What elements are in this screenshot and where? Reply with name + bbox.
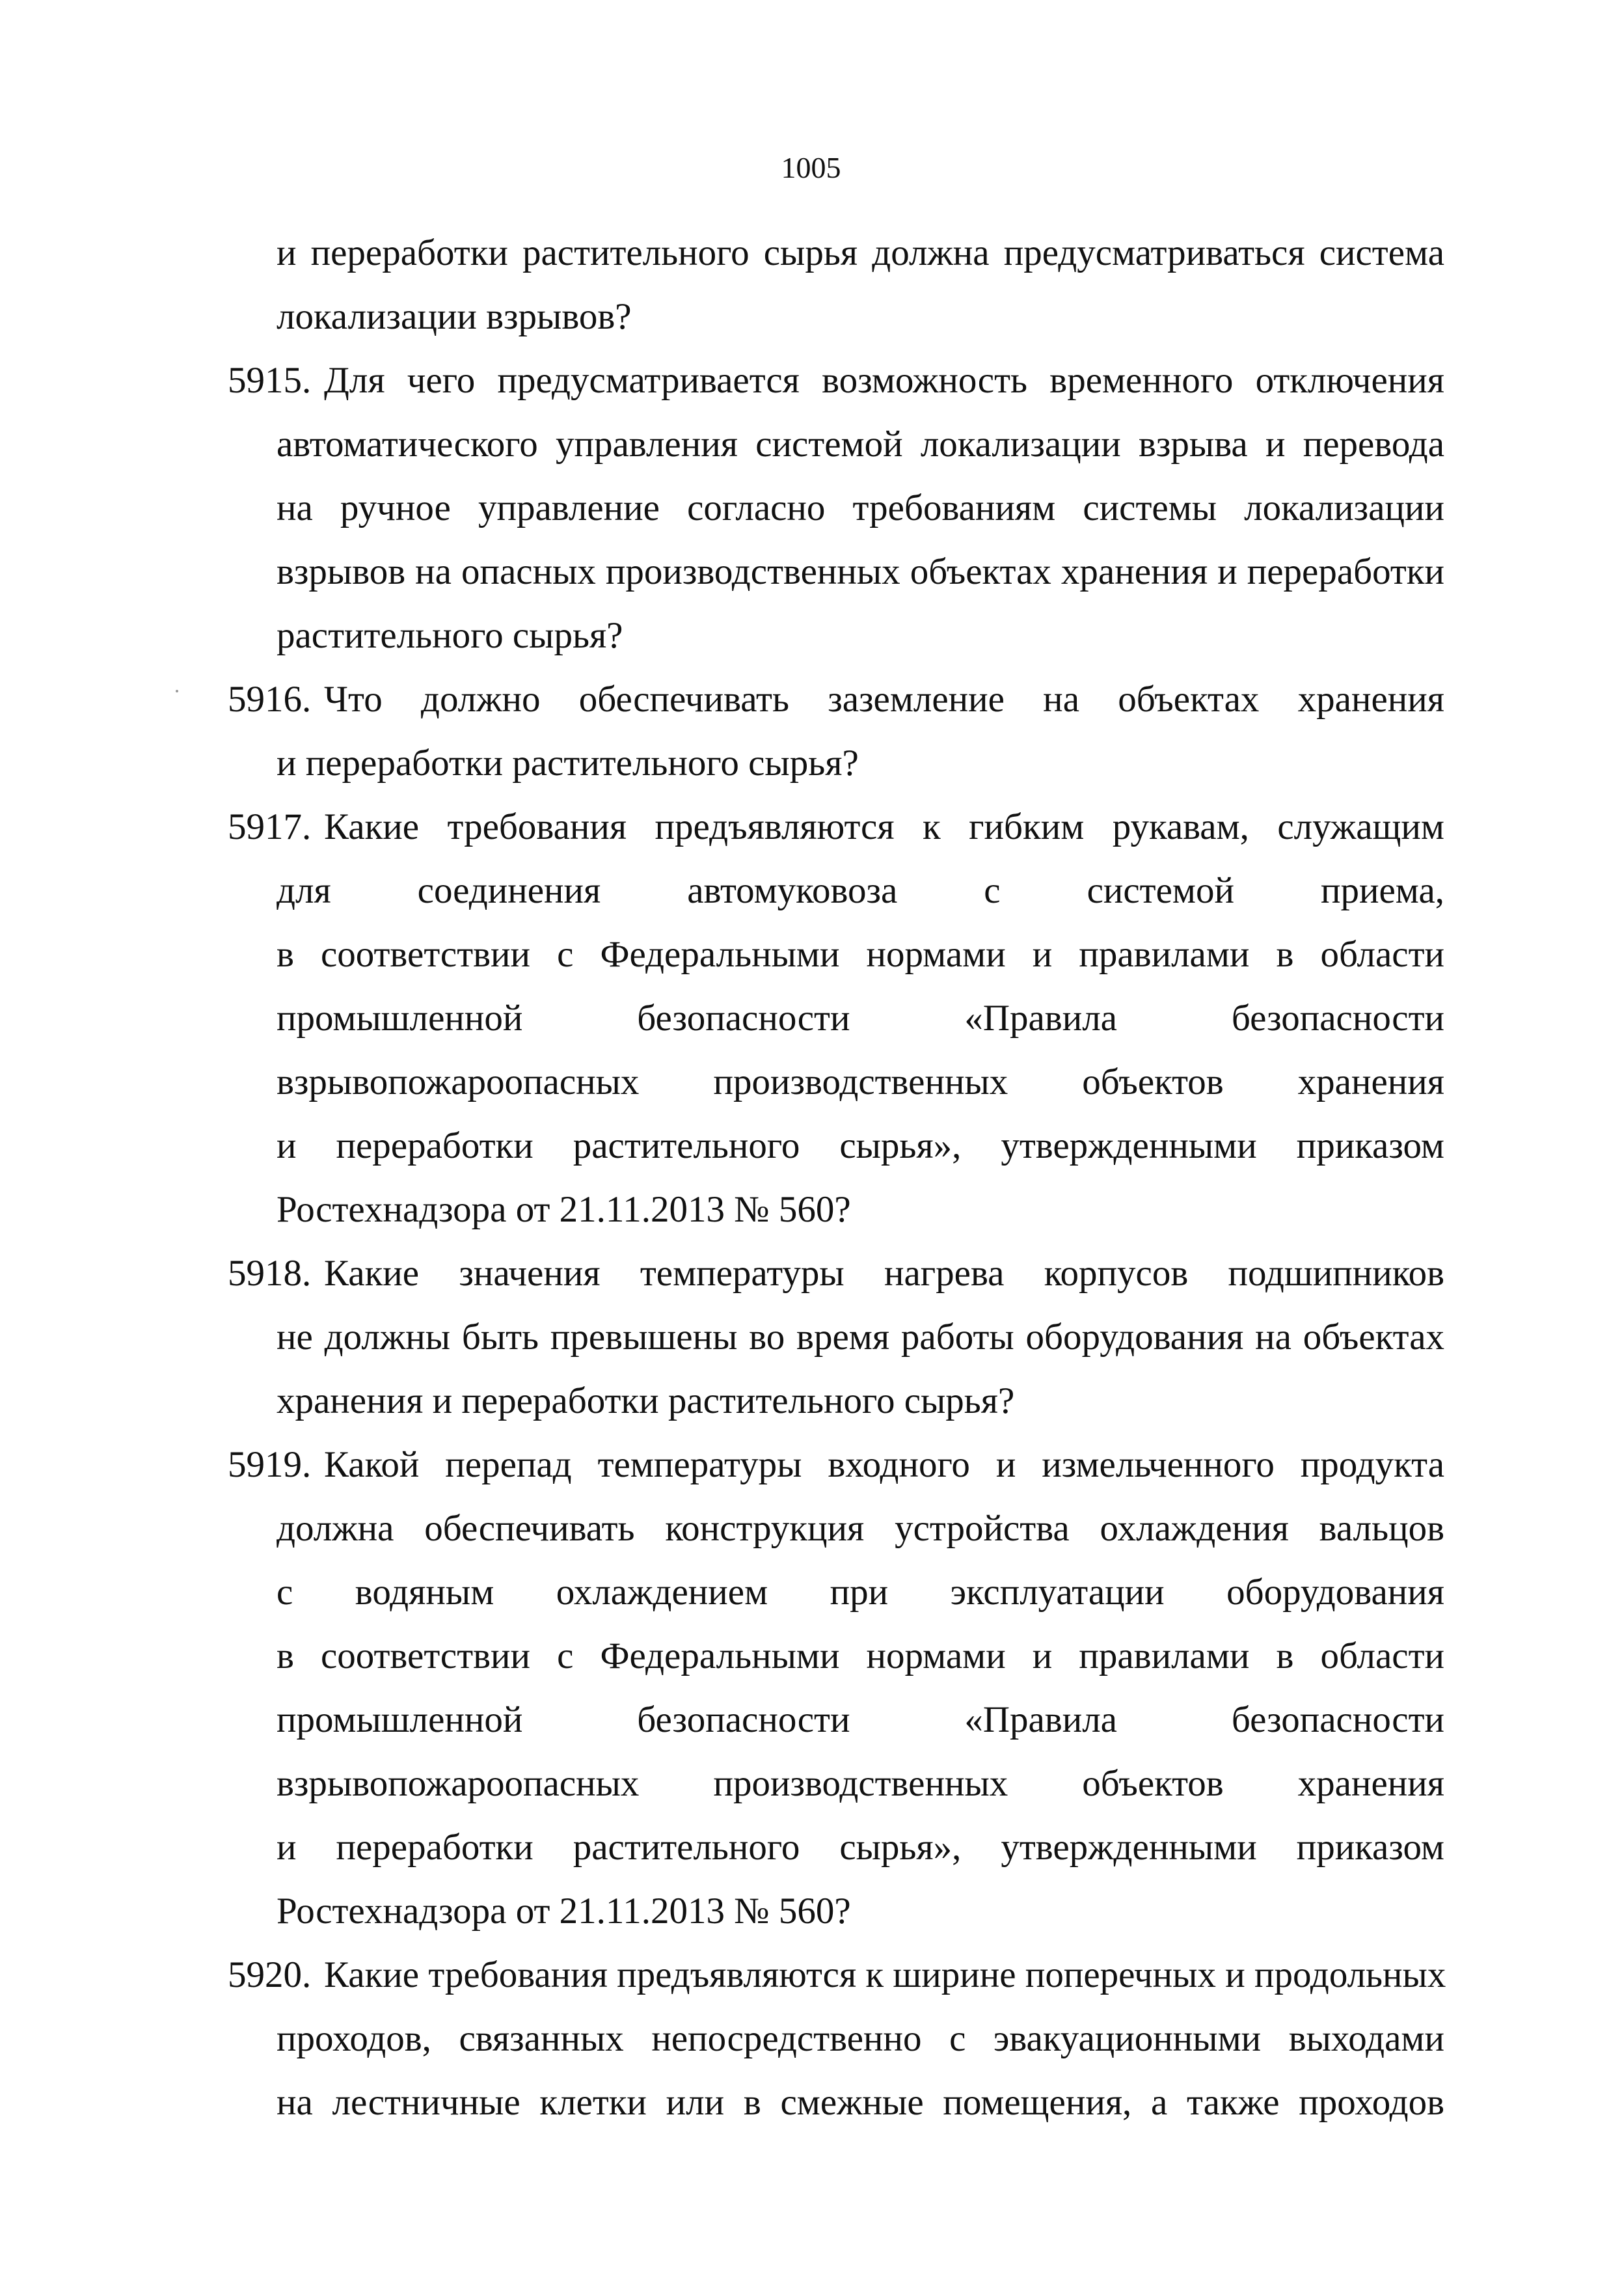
text-line: промышленной безопасности «Правила безопасности	[277, 998, 1444, 1039]
text-line: растительного сырья?	[277, 615, 623, 656]
text-line: взрывов на опасных производственных объектах хранения и переработки	[277, 551, 1444, 592]
text-line: не должны быть превышены во время работы оборудования на объектах	[277, 1317, 1444, 1358]
text-line: и переработки растительного сырья», утвержденными приказом	[277, 1125, 1444, 1166]
text-line: 5920. Какие требования предъявляются к ширине поперечных и продольных	[228, 1943, 1444, 2007]
text-line: 5916. Что должно обеспечивать заземление на объектах хранения	[228, 668, 1444, 731]
text-line: хранения и переработки растительного сырья?	[277, 1380, 1015, 1421]
question-5916	[228, 668, 1444, 795]
text-line: с водяным охлаждением при эксплуатации оборудования	[277, 1572, 1444, 1613]
question-5917	[228, 795, 1444, 1242]
text-line: в соответствии с Федеральными нормами и правилами в области	[277, 1635, 1444, 1676]
margin-dot	[176, 690, 178, 692]
question-number: 5917.	[228, 806, 312, 847]
question-5919	[228, 1433, 1444, 1943]
text-line: должна обеспечивать конструкция устройства охлаждения вальцов	[277, 1508, 1444, 1549]
text-line: Ростехнадзора от 21.11.2013 № 560?	[277, 1189, 851, 1230]
intro-paragraph	[228, 221, 1444, 349]
question-number: 5918.	[228, 1253, 312, 1294]
text-line: для соединения автомуковоза с системой приема,	[277, 870, 1444, 911]
text-line: взрывопожароопасных производственных объектов хранения	[277, 1061, 1444, 1102]
question-5918	[228, 1242, 1444, 1433]
text-line: на ручное управление согласно требованиям системы локализации	[277, 487, 1444, 528]
text-line: проходов, связанных непосредственно с эвакуационными выходами	[277, 2018, 1444, 2059]
text-line: промышленной безопасности «Правила безопасности	[277, 1699, 1444, 1740]
text-line: 5917. Какие требования предъявляются к гибким рукавам, служащим	[228, 795, 1444, 859]
text-line: автоматического управления системой локализации взрыва и перевода	[277, 424, 1444, 465]
question-number: 5916.	[228, 679, 312, 720]
question-number: 5915.	[228, 360, 312, 401]
text-line: взрывопожароопасных производственных объектов хранения	[277, 1763, 1444, 1804]
text-line: Ростехнадзора от 21.11.2013 № 560?	[277, 1891, 851, 1932]
text-line: в соответствии с Федеральными нормами и правилами в области	[277, 934, 1444, 975]
text-line: 5918. Какие значения температуры нагрева корпусов подшипников	[228, 1242, 1444, 1305]
document-body	[228, 221, 1444, 2135]
text-line: и переработки растительного сырья?	[277, 743, 859, 784]
question-5920	[228, 1943, 1444, 2135]
question-number: 5919.	[228, 1444, 312, 1485]
question-number: 5920.	[228, 1954, 312, 1995]
question-5915	[228, 349, 1444, 668]
text-line: локализации взрывов?	[277, 296, 632, 337]
text-line: и переработки растительного сырья должна предусматриваться система	[277, 232, 1444, 273]
text-line: на лестничные клетки или в смежные помещения, а также проходов	[277, 2082, 1444, 2123]
page-number: 1005	[781, 151, 841, 184]
text-line: и переработки растительного сырья», утвержденными приказом	[277, 1827, 1444, 1868]
text-line: 5915. Для чего предусматривается возможность временного отключения	[228, 349, 1444, 413]
text-line: 5919. Какой перепад температуры входного и измельченного продукта	[228, 1433, 1444, 1497]
